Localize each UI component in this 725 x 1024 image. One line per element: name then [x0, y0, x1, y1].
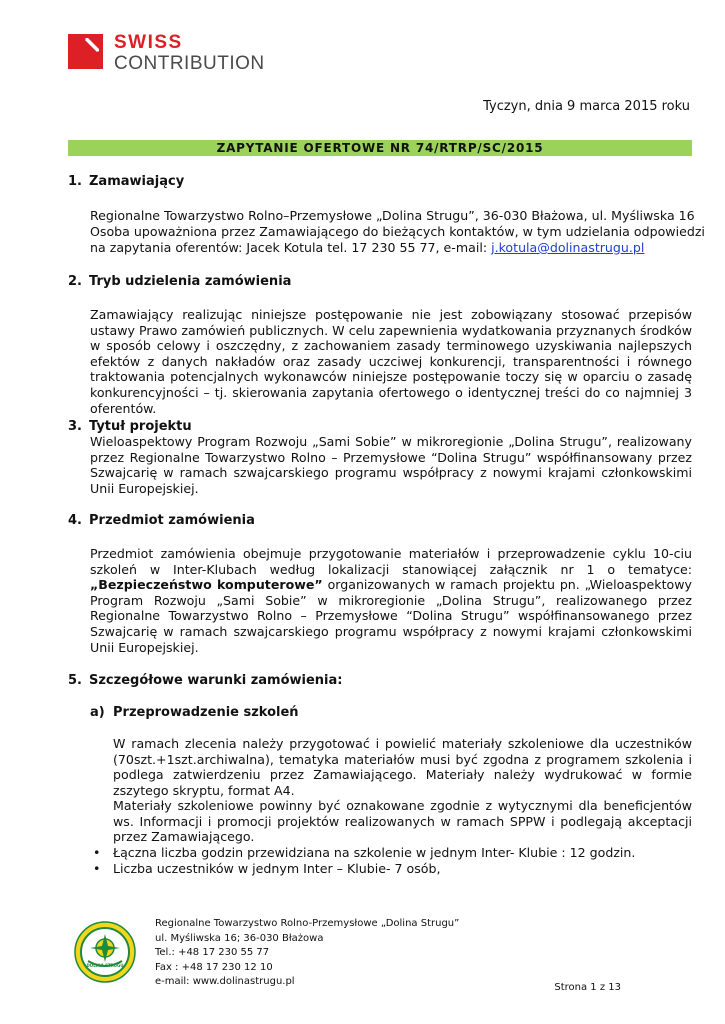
section-title: Tryb udzielenia zamówienia	[89, 274, 292, 289]
footer-contact	[155, 917, 459, 990]
footer-phone: Tel.: +48 17 230 55 77	[155, 947, 270, 959]
footer-address: ul. Myśliwska 16; 36-030 Błażowa	[155, 932, 324, 944]
swiss-contribution-logo	[68, 34, 268, 78]
contact-text: na zapytania oferentów: Jacek Kotula tel. 17 230 55 77, e-mail:	[90, 240, 492, 255]
section-4-paragraph	[90, 546, 692, 655]
section-1-line-2: Osoba upoważniona przez Zamawiającego do bieżących kontaktów, w tym udzielania odpowiedzi	[90, 224, 705, 239]
subsection-title: Przeprowadzenie szkoleń	[113, 705, 299, 720]
section-title: Zamawiający	[89, 174, 185, 189]
list-item-text: Liczba uczestników w jednym Inter – Klubie- 7 osób,	[113, 861, 441, 876]
title-bar	[68, 140, 692, 156]
section-2-heading	[68, 274, 368, 292]
section-1-heading	[68, 174, 368, 192]
list-item-text: Łączna liczba godzin przewidziana na szkolenie w jednym Inter- Klubie : 12 godzin.	[113, 845, 636, 860]
subsection-a-paragraph-2: Materiały szkoleniowe powinny być oznakowane zgodnie z wytycznymi dla beneficjentów ws. Informacji i promocji projektów realizowanych w ramach SPPW i podlegają akceptacji przez Zamawiającego.	[113, 798, 692, 845]
dolina-strugu-logo	[74, 921, 136, 983]
list-item	[93, 845, 653, 861]
section-title: Przedmiot zamówienia	[89, 513, 255, 528]
contact-email-link[interactable]: j.kotula@dolinastrugu.pl	[491, 240, 645, 255]
dolina-strugu-emblem-icon	[74, 921, 136, 983]
footer-fax: Fax : +48 17 230 12 10	[155, 961, 273, 973]
logo-caption: DOLINA STRUGU	[86, 963, 124, 968]
section-number: 5.	[68, 673, 82, 688]
subsection-label: a)	[90, 705, 105, 720]
section-4-text-part2: organizowanych w ramach projektu pn. „Wieloaspektowy Program Rozwoju „Sami Sobie” w mikroregionie „Dolina Strugu”, realizowanego przez Regionalne Towarzystwo Rolno – Przemysłowe “Dolina Strugu” współfinansowanego przez Szwajcarię w ramach szwajcarskiego programu współpracy z nowymi krajami członkowskimi Unii Europejskiej.	[90, 577, 692, 655]
swiss-logo-icon	[68, 34, 103, 69]
training-topic: „Bezpieczeństwo komputerowe”	[90, 577, 323, 593]
bullet-icon: •	[93, 845, 101, 860]
footer-organization: Regionalne Towarzystwo Rolno-Przemysłowe „Dolina Strugu”	[155, 918, 460, 929]
section-number: 3.	[68, 419, 82, 434]
section-3-paragraph: Wieloaspektowy Program Rozwoju „Sami Sobie” w mikroregionie „Dolina Strugu”, realizowany przez Regionalne Towarzystwo Rolno – Przemysłowe “Dolina Strugu” współfinansowany przez Szwajcarię w ramach szwajcarskiego programu współpracy z nowymi krajami członkowskimi Unii Europejskiej.	[90, 434, 692, 496]
subsection-a-paragraph-1: W ramach zlecenia należy przygotować i powielić materiały szkoleniowe dla uczestników (70szt.+1szt.archiwalna), tematyka materiałów musi być zgodna z programem szkolenia i podlega zatwierdzeniu przez Zamawiającego. Materiały należy wydrukować w formie zszytego skryptu, format A4.	[113, 736, 692, 798]
section-4-heading	[68, 513, 368, 531]
section-5-heading	[68, 673, 468, 691]
section-4-text-part1: Przedmiot zamówienia obejmuje przygotowanie materiałów i przeprowadzenie cyklu 10-ciu szkoleń w Inter-Klubach według lokalizacji stanowiącej załącznik nr 1 o tematyce:	[90, 546, 692, 577]
bullet-icon: •	[93, 861, 101, 876]
logo-text-contribution: CONTRIBUTION	[114, 53, 265, 74]
page-number: Strona 1 z 13	[554, 982, 621, 993]
section-2-paragraph: Zamawiający realizując niniejsze postępowanie nie jest zobowiązany stosować przepisów ustawy Prawo zamówień publicznych. W celu zapewnienia wydatkowania przyznanych środków w sposób celowy i oszczędny, z zachowaniem zasady terminowego uzyskiwania najlepszych efektów z danych nakładów oraz zasady uczciwej konkurencji, transparentności i równego traktowania potencjalnych wykonawców niniejsze postępowanie toczy się w oparciu o zasadę konkurencyjności – tj. skierowania zapytania ofertowego o identycznej treści do co najmniej 3 oferentów.	[90, 307, 692, 416]
section-1-line-1: Regionalne Towarzystwo Rolno–Przemysłowe „Dolina Strugu”, 36-030 Błażowa, ul. Myśliwska 16	[90, 208, 695, 223]
footer-email: e-mail: www.dolinastrugu.pl	[155, 976, 295, 988]
section-title: Szczegółowe warunki zamówienia:	[89, 673, 343, 688]
logo-text-swiss: SWISS	[114, 32, 183, 53]
subsection-a-heading	[90, 705, 490, 723]
section-number: 2.	[68, 274, 82, 289]
list-item	[93, 861, 653, 877]
section-1-line-3	[90, 240, 644, 256]
document-title: ZAPYTANIE OFERTOWE NR 74/RTRP/SC/2015	[216, 141, 544, 155]
section-title: Tytuł projektu	[89, 419, 192, 434]
document-date: Tyczyn, dnia 9 marca 2015 roku	[483, 99, 690, 114]
section-number: 1.	[68, 174, 82, 189]
section-number: 4.	[68, 513, 82, 528]
